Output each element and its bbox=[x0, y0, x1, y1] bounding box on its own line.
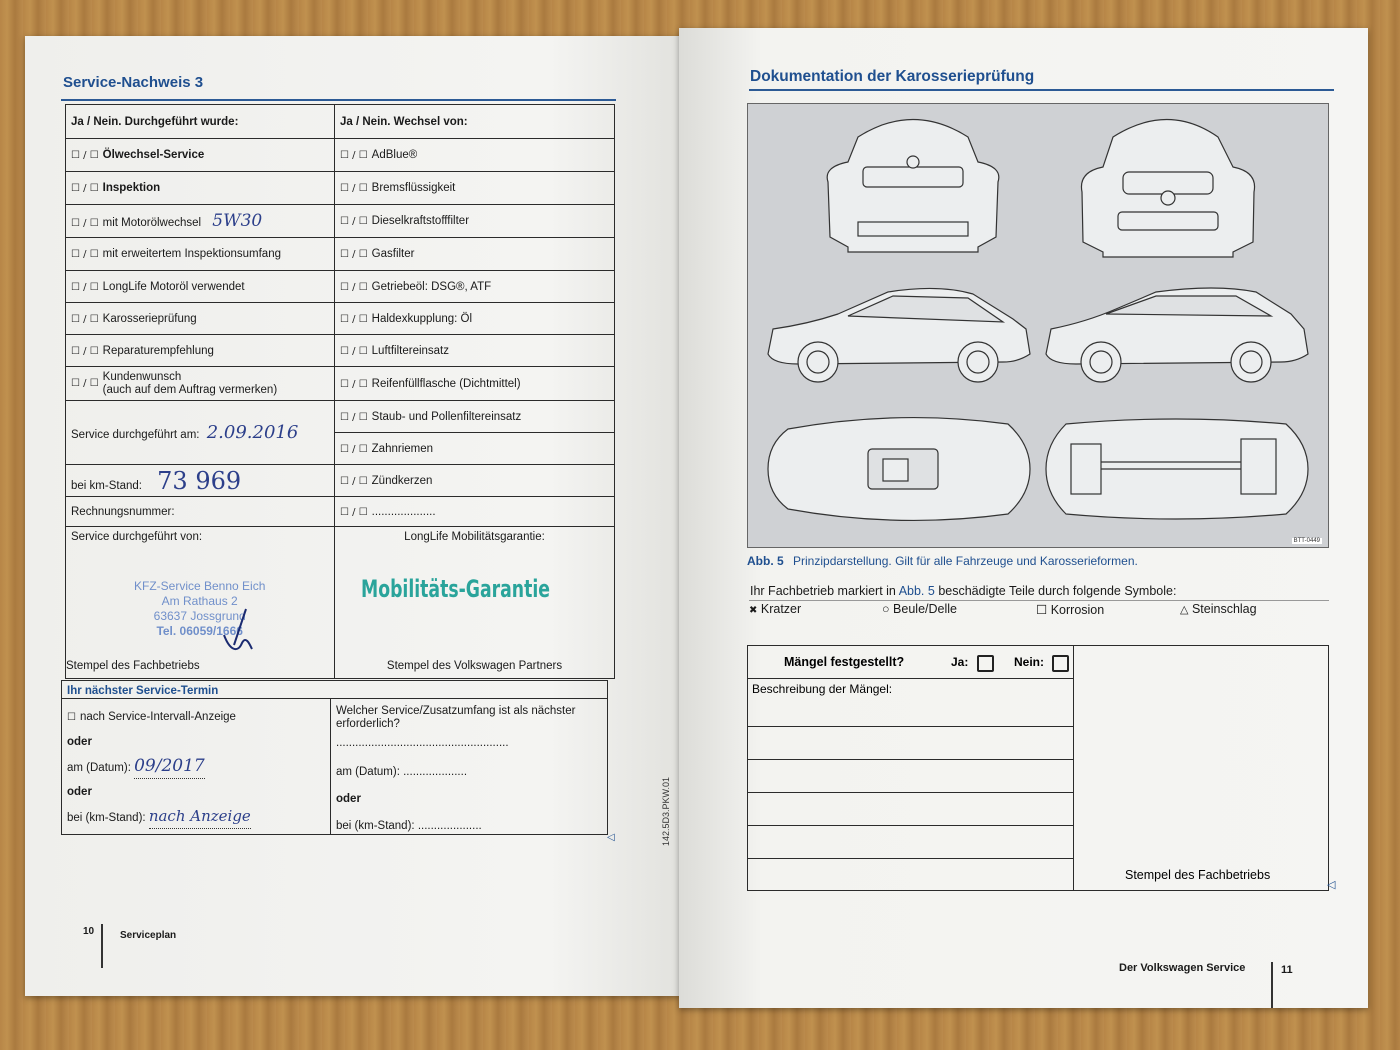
line-4 bbox=[748, 825, 1073, 826]
footer-divider bbox=[1271, 962, 1273, 1008]
section-name: Serviceplan bbox=[120, 930, 177, 941]
stamp-partner-label: Stempel des Volkswagen Partners bbox=[386, 660, 563, 672]
row-brake-fluid: ☐ / ☐ Bremsflüssigkeit bbox=[335, 172, 615, 205]
side-code: 142.5D3.PKW.01 bbox=[661, 776, 671, 846]
row-spark-plugs: ☐ / ☐ Zündkerzen bbox=[335, 465, 615, 497]
mobility-stamp: Mobilitäts-Garantie bbox=[361, 575, 550, 603]
defects-header: Mängel festgestellt? Ja: Nein: bbox=[748, 646, 1073, 679]
row-repair-recommendation: ☐ / ☐ Reparaturempfehlung bbox=[66, 335, 335, 367]
symbol-dent: ○ Beule/Delle bbox=[882, 602, 957, 616]
oil-type-handwritten: 5W30 bbox=[212, 211, 263, 231]
symbol-scratch: ✖ Kratzer bbox=[749, 602, 802, 616]
no-checkbox[interactable] bbox=[1052, 655, 1069, 672]
row-oil-service: ☐ / ☐ Ölwechsel-Service bbox=[66, 139, 335, 172]
footer-divider bbox=[101, 924, 103, 968]
row-gas-filter: ☐ / ☐ Gasfilter bbox=[335, 238, 615, 271]
yes-checkbox[interactable] bbox=[977, 655, 994, 672]
left-page bbox=[25, 36, 680, 996]
page-number: 10 bbox=[83, 926, 95, 937]
row-longlife-oil: ☐ / ☐ LongLife Motoröl verwendet bbox=[66, 271, 335, 303]
longlife-cell: LongLife Mobilitätsgarantie: Mobilitäts-Garantie Stempel des Volkswagen Partners bbox=[335, 527, 615, 679]
page-title: Service-Nachweis 3 bbox=[63, 74, 204, 91]
line-5 bbox=[748, 858, 1073, 859]
col-right-header: Ja / Nein. Wechsel von: bbox=[335, 105, 615, 139]
footer-brand: Der Volkswagen Service bbox=[1119, 962, 1246, 974]
top-view bbox=[768, 418, 1030, 521]
row-oil-change: ☐ / ☐ mit Motorölwechsel 5W30 bbox=[66, 205, 335, 238]
symbol-corrosion: ☐ Korrosion bbox=[1036, 603, 1105, 617]
row-haldex: ☐ / ☐ Haldexkupplung: Öl bbox=[335, 303, 615, 335]
description-label: Beschreibung der Mängel: bbox=[752, 682, 893, 696]
row-pollen-filter: ☐ / ☐ Staub- und Pollenfiltereinsatz bbox=[335, 401, 615, 433]
row-extended-inspection: ☐ / ☐ mit erweitertem Inspektionsumfang bbox=[66, 238, 335, 271]
next-service-left: ☐ nach Service-Intervall-Anzeige oder am (Datum): 09/2017 oder bei (km-Stand): nach Anzeige bbox=[62, 699, 331, 835]
page-title: Dokumentation der Karosserieprüfung bbox=[750, 68, 1035, 85]
front-view bbox=[1081, 120, 1254, 258]
car-diagram bbox=[747, 103, 1329, 548]
next-service-header: Ihr nächster Service-Termin bbox=[61, 680, 608, 699]
row-other: ☐ / ☐ .................... bbox=[335, 497, 615, 527]
column-divider bbox=[1073, 646, 1074, 890]
line-3 bbox=[748, 792, 1073, 793]
title-rule bbox=[61, 99, 616, 101]
row-inspection: ☐ / ☐ Inspektion bbox=[66, 172, 335, 205]
page-number: 11 bbox=[1281, 964, 1293, 976]
service-date-cell: Service durchgeführt am: 2.09.2016 bbox=[66, 401, 335, 465]
stamp-label: Stempel des Fachbetriebs bbox=[1125, 868, 1271, 882]
defects-box bbox=[747, 645, 1329, 891]
side-view-right bbox=[1046, 288, 1308, 382]
row-body-check: ☐ / ☐ Karosserieprüfung bbox=[66, 303, 335, 335]
row-diesel-filter: ☐ / ☐ Dieselkraftstofffilter bbox=[335, 205, 615, 238]
performed-by-cell: Service durchgeführt von: KFZ-Service Benno Eich Am Rathaus 2 63637 Jossgrund Tel. 06059/1666 Stempel des Fachbetriebs bbox=[66, 527, 335, 679]
symbol-legend bbox=[749, 602, 1329, 617]
car-views-svg bbox=[748, 104, 1328, 547]
next-service-right: Welcher Service/Zusatzumfang ist als nächster erforderlich? ...................................................... am (Datum): .................... oder bei (km-Stand): .................... bbox=[331, 699, 608, 835]
dealer-stamp: KFZ-Service Benno Eich Am Rathaus 2 63637 Jossgrund Tel. 06059/1666 bbox=[134, 579, 266, 638]
rear-view bbox=[827, 120, 999, 253]
figure-code: BTT-0449 bbox=[1293, 538, 1320, 544]
line-2 bbox=[748, 759, 1073, 760]
marking-instruction: Ihr Fachbetrieb markiert in Abb. 5 beschädigte Teile durch folgende Symbole: bbox=[750, 584, 1177, 598]
service-date-handwritten: 2.09.2016 bbox=[206, 422, 299, 443]
continue-arrow-icon: ◁ bbox=[1327, 879, 1336, 891]
row-customer-request: ☐ / ☐ Kundenwunsch (auch auf dem Auftrag vermerken) bbox=[66, 367, 335, 401]
signature bbox=[216, 605, 256, 655]
side-view-left bbox=[768, 288, 1030, 382]
underbody-view bbox=[1046, 419, 1308, 519]
next-service-table bbox=[61, 698, 608, 835]
col-left-header: Ja / Nein. Durchgeführt wurde: bbox=[66, 105, 335, 139]
line-1 bbox=[748, 726, 1073, 727]
right-page bbox=[679, 28, 1368, 1008]
km-handwritten: 73 969 bbox=[157, 466, 242, 495]
symbol-stone-chip: △ Steinschlag bbox=[1180, 602, 1257, 616]
stamp-dealer-label: Stempel des Fachbetriebs bbox=[66, 660, 200, 672]
row-timing-belt: ☐ / ☐ Zahnriemen bbox=[335, 433, 615, 465]
row-tire-sealant: ☐ / ☐ Reifenfüllflasche (Dichtmittel) bbox=[335, 367, 615, 401]
symbols-rule bbox=[749, 600, 1329, 601]
row-adblue: ☐ / ☐ AdBlue® bbox=[335, 139, 615, 172]
next-date-handwritten: 09/2017 bbox=[134, 754, 205, 779]
row-air-filter: ☐ / ☐ Luftfiltereinsatz bbox=[335, 335, 615, 367]
row-gear-oil: ☐ / ☐ Getriebeöl: DSG®, ATF bbox=[335, 271, 615, 303]
km-cell: bei km-Stand: 73 969 bbox=[66, 465, 335, 497]
figure-caption: Abb. 5 Prinzipdarstellung. Gilt für alle Fahrzeuge und Karosserieformen. bbox=[747, 554, 1138, 568]
next-km-handwritten: nach Anzeige bbox=[149, 804, 251, 829]
title-rule bbox=[749, 89, 1334, 91]
continue-arrow-icon: ◁ bbox=[607, 832, 615, 843]
invoice-cell: Rechnungsnummer: bbox=[66, 497, 335, 527]
service-table bbox=[65, 104, 615, 679]
